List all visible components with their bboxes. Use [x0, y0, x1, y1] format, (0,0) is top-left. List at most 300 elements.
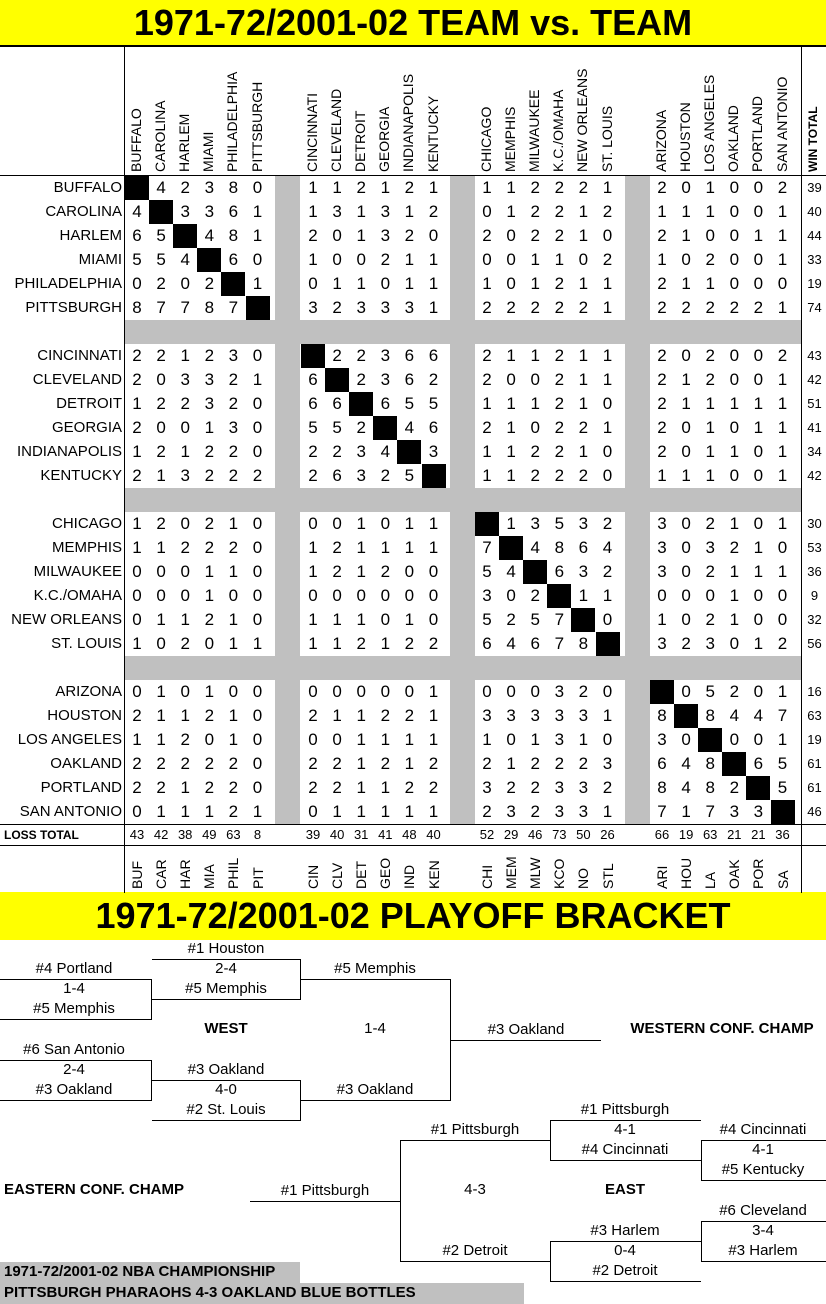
matchup-cell: 2: [380, 754, 391, 773]
matchup-cell: 0: [332, 730, 342, 749]
matchup-cell: 1: [332, 178, 342, 197]
matchup-cell: 1: [602, 346, 613, 365]
matchup-cell: 0: [380, 682, 391, 701]
matchup-cell: 3: [482, 778, 492, 797]
matchup-cell: 2: [204, 442, 215, 461]
row-label-geo: GEORGIA: [51, 419, 122, 436]
column-abbrev-chi: CHI: [479, 864, 495, 889]
matchup-cell: 1: [380, 538, 391, 557]
matchup-cell: 1: [777, 298, 788, 317]
matchup-cell: 3: [578, 778, 589, 797]
matchup-cell: 1: [729, 394, 740, 413]
matchup-cell: 4: [156, 178, 166, 197]
matchup-cell: 2: [705, 346, 715, 365]
column-header-hou: HOUSTON: [677, 102, 694, 172]
matchup-cell: 0: [380, 274, 391, 293]
matchup-cell: 1: [180, 442, 190, 461]
matchup-cell: 1: [204, 586, 215, 605]
matchup-cell: 0: [530, 418, 540, 437]
matchup-cell: 2: [332, 346, 342, 365]
row-label-har: HARLEM: [59, 227, 122, 244]
matchup-cell: 2: [705, 250, 715, 269]
win-total-cell: 51: [807, 396, 822, 411]
matchup-cell: 3: [204, 202, 215, 221]
matchup-cell: 1: [380, 778, 391, 797]
matchup-cell: 0: [308, 682, 318, 701]
diagonal-cell: [397, 440, 421, 464]
diagonal-cell: [523, 560, 547, 584]
row-label-chi: CHICAGO: [51, 515, 122, 532]
matchup-cell: 4: [681, 778, 691, 797]
loss-total-cell: 42: [153, 827, 169, 842]
matchup-cell: 0: [729, 370, 740, 389]
matchup-cell: 6: [332, 394, 342, 413]
loss-total-cell: 63: [226, 827, 241, 842]
column-header-no: NEW ORLEANS: [574, 68, 591, 172]
matchup-cell: 4: [753, 706, 764, 725]
matchup-cell: 1: [777, 394, 788, 413]
matchup-cell: 0: [753, 610, 764, 629]
matchup-cell: 2: [530, 442, 540, 461]
matchup-cell: 1: [204, 682, 215, 701]
loss-total-cell: 66: [654, 827, 670, 842]
matchup-cell: 0: [753, 274, 764, 293]
matchup-cell: 2: [602, 778, 613, 797]
matchup-cell: 0: [356, 250, 366, 269]
diagonal-cell: [674, 704, 698, 728]
matchup-cell: 1: [602, 274, 613, 293]
matchup-cell: 2: [204, 778, 215, 797]
matchup-cell: 5: [156, 226, 166, 245]
matchup-cell: 2: [482, 754, 492, 773]
east-label: EAST: [604, 1181, 645, 1198]
matchup-cell: 1: [428, 706, 439, 725]
matchup-cell: 0: [252, 394, 263, 413]
west-r2b-score: 4-0: [215, 1081, 237, 1098]
diagonal-cell: [149, 200, 173, 224]
win-total-cell: 40: [807, 204, 822, 219]
matchup-cell: 3: [657, 514, 667, 533]
matchup-cell: 3: [356, 466, 366, 485]
matchup-cell: 0: [681, 730, 691, 749]
matchup-cell: 2: [602, 202, 613, 221]
matchup-cell: 0: [753, 682, 764, 701]
matchup-cell: 1: [252, 802, 263, 821]
matchup-cell: 2: [705, 370, 715, 389]
matchup-cell: 2: [530, 202, 540, 221]
east-r1b-score: 3-4: [752, 1222, 774, 1239]
matchup-cell: 7: [228, 298, 239, 317]
matchup-cell: 1: [506, 442, 516, 461]
west-r2b-bot: #2 St. Louis: [186, 1101, 266, 1118]
matchup-cell: 2: [657, 298, 667, 317]
matchup-cell: 1: [228, 634, 239, 653]
matchup-cell: 0: [729, 466, 740, 485]
win-total-cell: 53: [807, 540, 822, 555]
matchup-cell: 1: [356, 514, 366, 533]
matchup-cell: 0: [428, 586, 439, 605]
matchup-cell: 3: [228, 346, 239, 365]
matchup-cell: 6: [428, 346, 439, 365]
matchup-cell: 6: [753, 754, 764, 773]
matchup-cell: 1: [180, 610, 190, 629]
matchup-cell: 1: [428, 274, 439, 293]
column-header-la: LOS ANGELES: [701, 74, 718, 172]
matchup-cell: 1: [356, 802, 366, 821]
matchup-cell: 0: [777, 610, 788, 629]
group-separator-col: [275, 176, 300, 824]
matchup-cell: 0: [332, 682, 342, 701]
matchup-cell: 2: [777, 178, 788, 197]
matchup-cell: 1: [753, 562, 764, 581]
matchup-cell: 1: [753, 226, 764, 245]
win-total-cell: 19: [807, 732, 822, 747]
matchup-cell: 2: [332, 442, 342, 461]
matchup-cell: 6: [428, 418, 439, 437]
matchup-cell: 1: [578, 202, 589, 221]
matchup-cell: 2: [530, 298, 540, 317]
matchup-cell: 1: [356, 610, 366, 629]
matchup-cell: 1: [356, 562, 366, 581]
matchup-cell: 0: [602, 730, 613, 749]
matchup-cell: 0: [252, 706, 263, 725]
east-r2b-top: #3 Harlem: [590, 1222, 660, 1239]
loss-total-cell: 21: [751, 827, 766, 842]
matchup-cell: 5: [777, 778, 788, 797]
loss-total-cell: 40: [329, 827, 345, 842]
column-header-pit: PITTSBURGH: [248, 81, 265, 172]
win-total-cell: 56: [807, 636, 822, 651]
matchup-cell: 3: [578, 562, 589, 581]
matchup-cell: 0: [753, 370, 764, 389]
west-label: WEST: [204, 1020, 248, 1037]
matchup-cell: 0: [681, 178, 691, 197]
matchup-cell: 1: [506, 514, 516, 533]
matchup-cell: 0: [753, 730, 764, 749]
matchup-cell: 1: [578, 226, 589, 245]
matchup-cell: 1: [729, 586, 740, 605]
matchup-cell: 1: [729, 514, 740, 533]
row-label-oak: OAKLAND: [50, 755, 122, 772]
column-header-cin: CINCINNATI: [304, 92, 320, 172]
matchup-cell: 2: [729, 778, 740, 797]
matchup-cell: 8: [657, 706, 667, 725]
east-final-top: #1 Pittsburgh: [430, 1121, 520, 1138]
matchup-cell: 7: [777, 706, 788, 725]
matchup-cell: 2: [204, 754, 215, 773]
matchup-cell: 4: [132, 202, 142, 221]
matchup-cell: 4: [380, 442, 391, 461]
matchup-cell: 2: [428, 778, 439, 797]
matchup-cell: 1: [777, 418, 788, 437]
row-label-la: LOS ANGELES: [17, 731, 122, 748]
matchup-cell: 1: [753, 394, 764, 413]
matchup-cell: 1: [777, 370, 788, 389]
win-total-cell: 9: [810, 588, 819, 603]
matchup-cell: 0: [252, 346, 263, 365]
matchup-cell: 1: [180, 778, 190, 797]
matchup-cell: 1: [204, 418, 215, 437]
matchup-cell: 1: [332, 634, 342, 653]
east-r2a-score: 4-1: [614, 1121, 636, 1138]
matchup-cell: 0: [506, 682, 516, 701]
matchup-cell: 0: [729, 730, 740, 749]
matchup-cell: 2: [132, 370, 142, 389]
matchup-cell: 2: [428, 634, 439, 653]
matchup-cell: 1: [753, 634, 764, 653]
column-abbrev-det: DET: [353, 861, 370, 889]
matchup-cell: 2: [356, 370, 366, 389]
matchup-cell: 0: [308, 586, 318, 605]
matchup-cell: 0: [681, 586, 691, 605]
diagonal-cell: [547, 584, 571, 608]
matchup-cell: 5: [404, 466, 415, 485]
matchup-cell: 1: [132, 442, 142, 461]
matchup-cell: 1: [578, 586, 589, 605]
matchup-cell: 1: [380, 634, 391, 653]
matchup-cell: 3: [482, 586, 492, 605]
column-abbrev-sa: SA: [774, 870, 791, 889]
matchup-cell: 5: [428, 394, 439, 413]
row-label-por: PORTLAND: [40, 779, 122, 796]
column-abbrev-cin: CIN: [305, 864, 321, 889]
matchup-cell: 2: [530, 178, 540, 197]
matchup-cell: 2: [156, 514, 166, 533]
matchup-cell: 2: [380, 706, 391, 725]
matchup-cell: 0: [681, 418, 691, 437]
matchup-cell: 1: [356, 202, 366, 221]
matchup-cell: 3: [554, 778, 565, 797]
matchup-cell: 0: [252, 178, 263, 197]
win-total-cell: 44: [807, 228, 822, 243]
matchup-cell: 0: [729, 250, 740, 269]
row-label-clv: CLEVELAND: [32, 371, 122, 388]
matchup-cell: 3: [578, 802, 589, 821]
win-total-cell: 41: [807, 420, 822, 435]
matchup-cell: 0: [228, 586, 239, 605]
matchup-cell: 0: [657, 586, 667, 605]
matchup-cell: 1: [332, 706, 342, 725]
matchup-cell: 3: [729, 802, 740, 821]
matchup-cell: 0: [729, 178, 740, 197]
matchup-cell: 0: [602, 226, 613, 245]
matchup-cell: 2: [180, 178, 190, 197]
matchup-cell: 0: [753, 442, 764, 461]
matchup-cell: 3: [530, 514, 540, 533]
diagonal-cell: [349, 392, 373, 416]
matchup-cell: 2: [578, 298, 589, 317]
matchup-cell: 0: [506, 250, 516, 269]
matchup-cell: 3: [380, 370, 391, 389]
matchup-cell: 1: [308, 610, 318, 629]
matchup-cell: 5: [482, 562, 492, 581]
matchup-cell: 0: [180, 418, 190, 437]
win-total-cell: 33: [807, 252, 822, 267]
matchup-cell: 2: [228, 370, 239, 389]
matchup-cell: 0: [753, 514, 764, 533]
matchup-cell: 2: [428, 202, 439, 221]
matchup-cell: 6: [657, 754, 667, 773]
loss-total-label: LOSS TOTAL: [4, 828, 79, 842]
matchup-cell: 2: [308, 226, 318, 245]
matchup-cell: 2: [404, 778, 415, 797]
group-separator-col: [450, 176, 475, 824]
matchup-cell: 0: [506, 226, 516, 245]
west-r1b-top: #6 San Antonio: [23, 1041, 125, 1058]
matchup-cell: 8: [132, 298, 142, 317]
matchup-cell: 2: [506, 778, 516, 797]
matchup-cell: 0: [777, 586, 788, 605]
column-header-oak: OAKLAND: [725, 105, 742, 172]
matchup-cell: 1: [777, 226, 788, 245]
loss-total-cell: 31: [353, 827, 369, 842]
matchup-cell: 2: [705, 562, 715, 581]
matchup-cell: 1: [602, 802, 613, 821]
matchup-cell: 2: [657, 346, 667, 365]
row-label-pit: PITTSBURGH: [25, 299, 122, 316]
matchup-cell: 1: [602, 586, 613, 605]
matchup-cell: 0: [332, 226, 342, 245]
matchup-cell: 8: [578, 634, 589, 653]
matchup-cell: 3: [428, 442, 439, 461]
matchup-cell: 5: [530, 610, 540, 629]
row-label-mlw: MILWAUKEE: [33, 563, 122, 580]
matchup-cell: 0: [252, 730, 263, 749]
matchup-cell: 3: [356, 298, 366, 317]
matchup-cell: 2: [482, 418, 492, 437]
matchup-cell: 2: [204, 538, 215, 557]
group-separator-col: [625, 176, 650, 824]
matchup-cell: 2: [578, 178, 589, 197]
column-abbrev-mlw: MLW: [527, 857, 544, 889]
matchup-cell: 2: [380, 250, 391, 269]
matchup-cell: 0: [332, 514, 342, 533]
matchup-cell: 2: [204, 706, 215, 725]
matchup-cell: 7: [156, 298, 166, 317]
matchup-cell: 3: [753, 802, 764, 821]
diagonal-cell: [571, 608, 595, 632]
matchup-cell: 3: [404, 298, 415, 317]
matchup-cell: 2: [228, 442, 239, 461]
diagonal-cell: [173, 224, 197, 248]
column-abbrev-hou: HOU: [678, 857, 695, 889]
matchup-cell: 1: [506, 466, 516, 485]
matchup-cell: 1: [132, 538, 142, 557]
column-abbrev-ind: IND: [401, 864, 418, 889]
loss-total-cell: 46: [527, 827, 543, 842]
east-r1b-bot: #3 Harlem: [728, 1242, 798, 1259]
matchup-cell: 2: [204, 514, 215, 533]
row-label-mem: MEMPHIS: [51, 539, 122, 556]
matchup-cell: 1: [482, 394, 492, 413]
matchup-cell: 1: [332, 802, 342, 821]
matchup-cell: 0: [380, 514, 391, 533]
matchup-cell: 0: [705, 586, 715, 605]
matchup-cell: 1: [156, 682, 166, 701]
matchup-cell: 3: [530, 706, 540, 725]
matchup-cell: 2: [554, 466, 565, 485]
matchup-cell: 2: [180, 754, 190, 773]
matchup-cell: 4: [602, 538, 613, 557]
bracket-title: 1971-72/2001-02 PLAYOFF BRACKET: [0, 892, 826, 940]
west-r1b-bot: #3 Oakland: [35, 1081, 113, 1098]
west-r1a-top: #4 Portland: [35, 960, 113, 977]
diagonal-cell: [125, 176, 149, 200]
matchup-cell: 1: [428, 802, 439, 821]
matchup-cell: 1: [705, 274, 715, 293]
matchup-cell: 2: [156, 442, 166, 461]
matchup-cell: 2: [554, 418, 565, 437]
matchup-cell: 1: [428, 298, 439, 317]
matchup-cell: 1: [180, 346, 190, 365]
row-label-hou: HOUSTON: [47, 707, 122, 724]
matchup-cell: 0: [252, 682, 263, 701]
matchup-cell: 1: [428, 250, 439, 269]
matchup-cell: 8: [228, 226, 239, 245]
matchup-cell: 3: [602, 754, 613, 773]
matchup-cell: 1: [506, 178, 516, 197]
matchup-cell: 1: [482, 466, 492, 485]
matchup-cell: 1: [657, 610, 667, 629]
loss-total-cell: 49: [202, 827, 217, 842]
matchup-cell: 6: [380, 394, 391, 413]
matchup-cell: 2: [228, 466, 239, 485]
matchup-cell: 1: [308, 250, 318, 269]
matchup-cell: 2: [156, 778, 166, 797]
win-total-cell: 36: [807, 564, 822, 579]
row-label-cin: CINCINNATI: [37, 347, 122, 364]
column-abbrev-mia: MIA: [201, 864, 218, 889]
matchup-cell: 0: [252, 754, 263, 773]
matchup-cell: 1: [228, 730, 239, 749]
matchup-cell: 0: [228, 682, 239, 701]
matchup-cell: 2: [356, 418, 366, 437]
matchup-cell: 1: [308, 178, 318, 197]
matchup-cell: 1: [777, 730, 788, 749]
matchup-cell: 0: [156, 562, 166, 581]
matchup-cell: 1: [428, 682, 439, 701]
matchup-cell: 3: [180, 466, 190, 485]
matchup-cell: 1: [308, 562, 318, 581]
matchup-cell: 2: [356, 346, 366, 365]
matchup-cell: 2: [554, 442, 565, 461]
column-abbrev-ken: KEN: [425, 860, 442, 889]
matchup-cell: 2: [308, 466, 318, 485]
matchup-cell: 7: [482, 538, 492, 557]
matchup-cell: 2: [132, 754, 142, 773]
matchup-cell: 2: [729, 682, 740, 701]
matchup-cell: 3: [204, 394, 215, 413]
matchup-cell: 1: [657, 466, 667, 485]
matchup-cell: 1: [530, 346, 540, 365]
matchup-cell: 1: [506, 754, 516, 773]
matchup-cell: 0: [180, 274, 190, 293]
matchup-cell: 1: [482, 730, 492, 749]
matchup-cell: 2: [554, 274, 565, 293]
matchup-cell: 1: [132, 730, 142, 749]
matchup-cell: 0: [308, 514, 318, 533]
west-final-score: 1-4: [364, 1020, 386, 1037]
matchup-cell: 2: [308, 778, 318, 797]
matchup-cell: 2: [506, 610, 516, 629]
matchup-cell: 2: [132, 466, 142, 485]
championship-line2: PITTSBURGH PHARAOHS 4-3 OAKLAND BLUE BOTTLES: [0, 1283, 524, 1304]
row-label-det: DETROIT: [56, 395, 122, 412]
matchup-cell: 6: [228, 250, 239, 269]
row-label-car: CAROLINA: [45, 203, 122, 220]
matchup-cell: 2: [657, 418, 667, 437]
column-abbrev-oak: OAK: [726, 859, 743, 889]
